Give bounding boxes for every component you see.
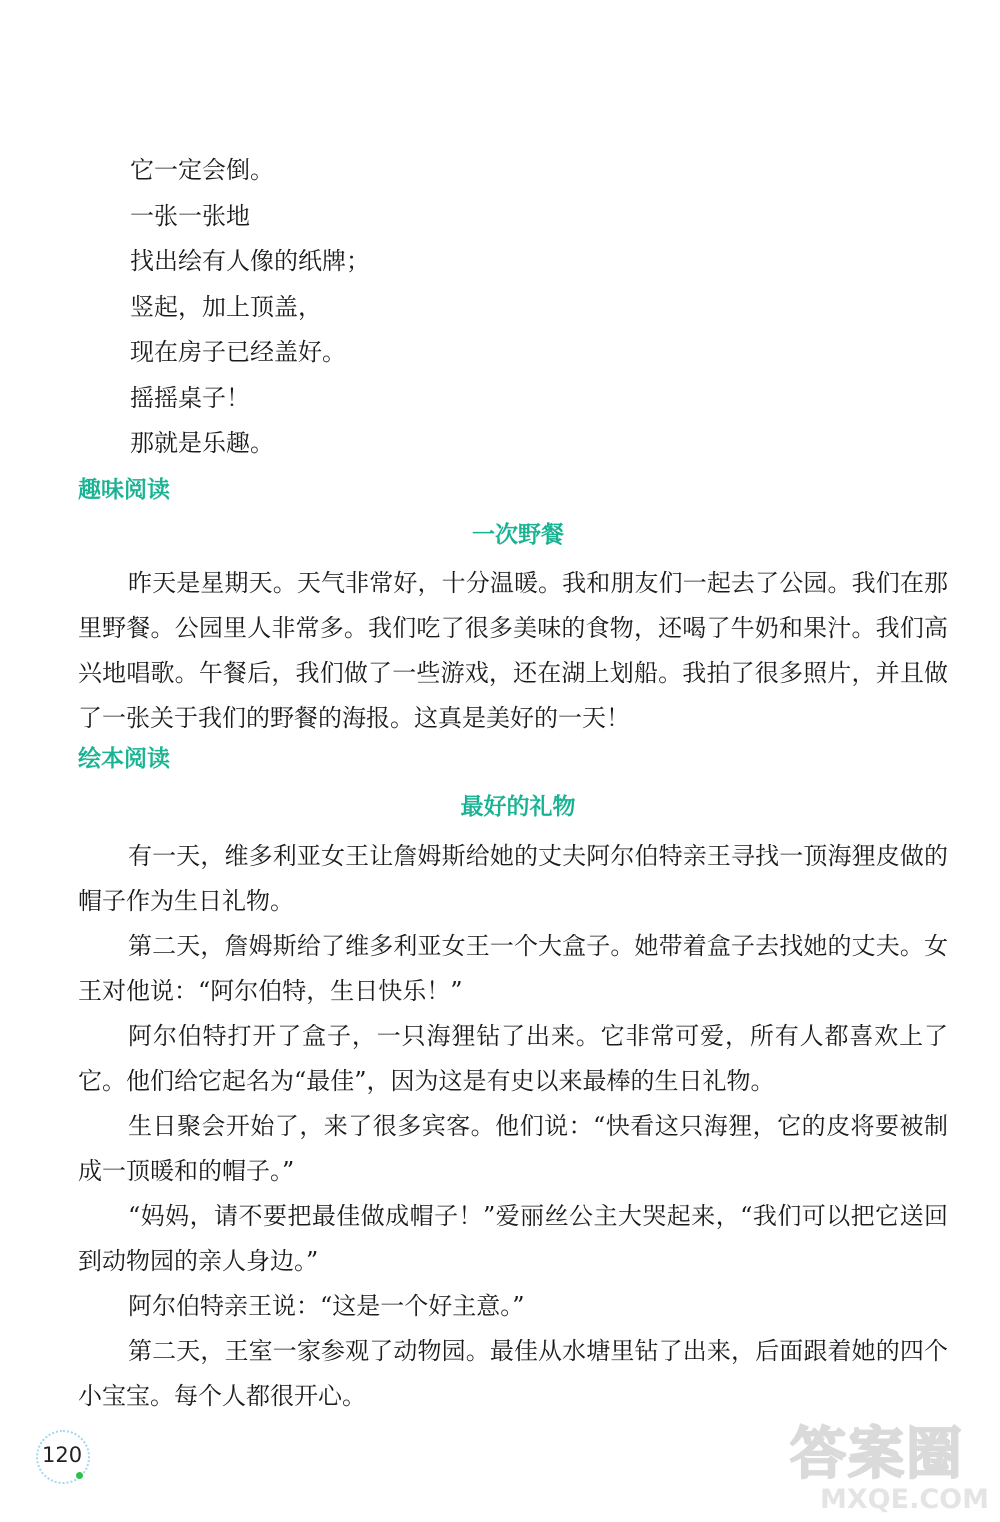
poem-line: 那就是乐趣。 bbox=[130, 429, 274, 457]
story-paragraph: 第二天，詹姆斯给了维多利亚女王一个大盒子。她带着盒子去找她的丈夫。女王对他说：“阿尔伯特，生日快乐！” bbox=[78, 932, 948, 1005]
poem-line: 一张一张地 bbox=[130, 201, 250, 230]
section-heading-fun-reading: 趣味阅读 bbox=[78, 477, 170, 503]
poem bbox=[130, 148, 730, 467]
watermark-url: MXQE.COM bbox=[820, 1484, 989, 1515]
watermark-text: 答案圈 bbox=[790, 1422, 964, 1487]
story-paragraph: 昨天是星期天。天气非常好，十分温暖。我和朋友们一起去了公园。我们在那里野餐。公园里人非常多。我们吃了很多美味的食物，还喝了牛奶和果汁。我们高兴地唱歌。午餐后，我们做了一些游戏，还在湖上划船。我拍了很多照片，并且做了一张关于我们的野餐的海报。这真是美好的一天！ bbox=[78, 569, 948, 732]
story-paragraph: “妈妈，请不要把最佳做成帽子！”爱丽丝公主大哭起来，“我们可以把它送回到动物园的亲人身边。” bbox=[78, 1202, 948, 1275]
page-number-badge bbox=[36, 1430, 90, 1484]
poem-line: 竖起，加上顶盖， bbox=[130, 292, 322, 321]
story-paragraph: 阿尔伯特打开了盒子，一只海狸钻了出来。它非常可爱，所有人都喜欢上了它。他们给它起名为“最佳”，因为这是有史以来最棒的生日礼物。 bbox=[78, 1022, 948, 1095]
poem-line: 找出绘有人像的纸牌； bbox=[130, 247, 370, 275]
story-paragraph: 阿尔伯特亲王说：“这是一个好主意。” bbox=[128, 1292, 525, 1320]
story-best-gift bbox=[78, 834, 948, 1419]
section-heading-picture-book: 绘本阅读 bbox=[78, 746, 170, 772]
story-paragraph: 第二天，王室一家参观了动物园。最佳从水塘里钻了出来，后面跟着她的四个小宝宝。每个人都很开心。 bbox=[78, 1337, 948, 1410]
page-number: 120 bbox=[42, 1443, 83, 1467]
watermark-logo bbox=[772, 1410, 992, 1520]
page-number-dot bbox=[76, 1472, 83, 1479]
poem-line: 摇摇桌子！ bbox=[130, 383, 250, 412]
story-paragraph: 生日聚会开始了，来了很多宾客。他们说：“快看这只海狸，它的皮将要被制成一顶暖和的帽子。” bbox=[78, 1112, 948, 1185]
story-title-picnic: 一次野餐 bbox=[472, 522, 564, 548]
story-picnic bbox=[78, 561, 948, 741]
story-paragraph: 有一天，维多利亚女王让詹姆斯给她的丈夫阿尔伯特亲王寻找一顶海狸皮做的帽子作为生日礼物。 bbox=[78, 842, 948, 915]
poem-line: 现在房子已经盖好。 bbox=[130, 338, 346, 366]
poem-line: 它一定会倒。 bbox=[130, 156, 274, 184]
story-title-best-gift: 最好的礼物 bbox=[460, 794, 576, 820]
